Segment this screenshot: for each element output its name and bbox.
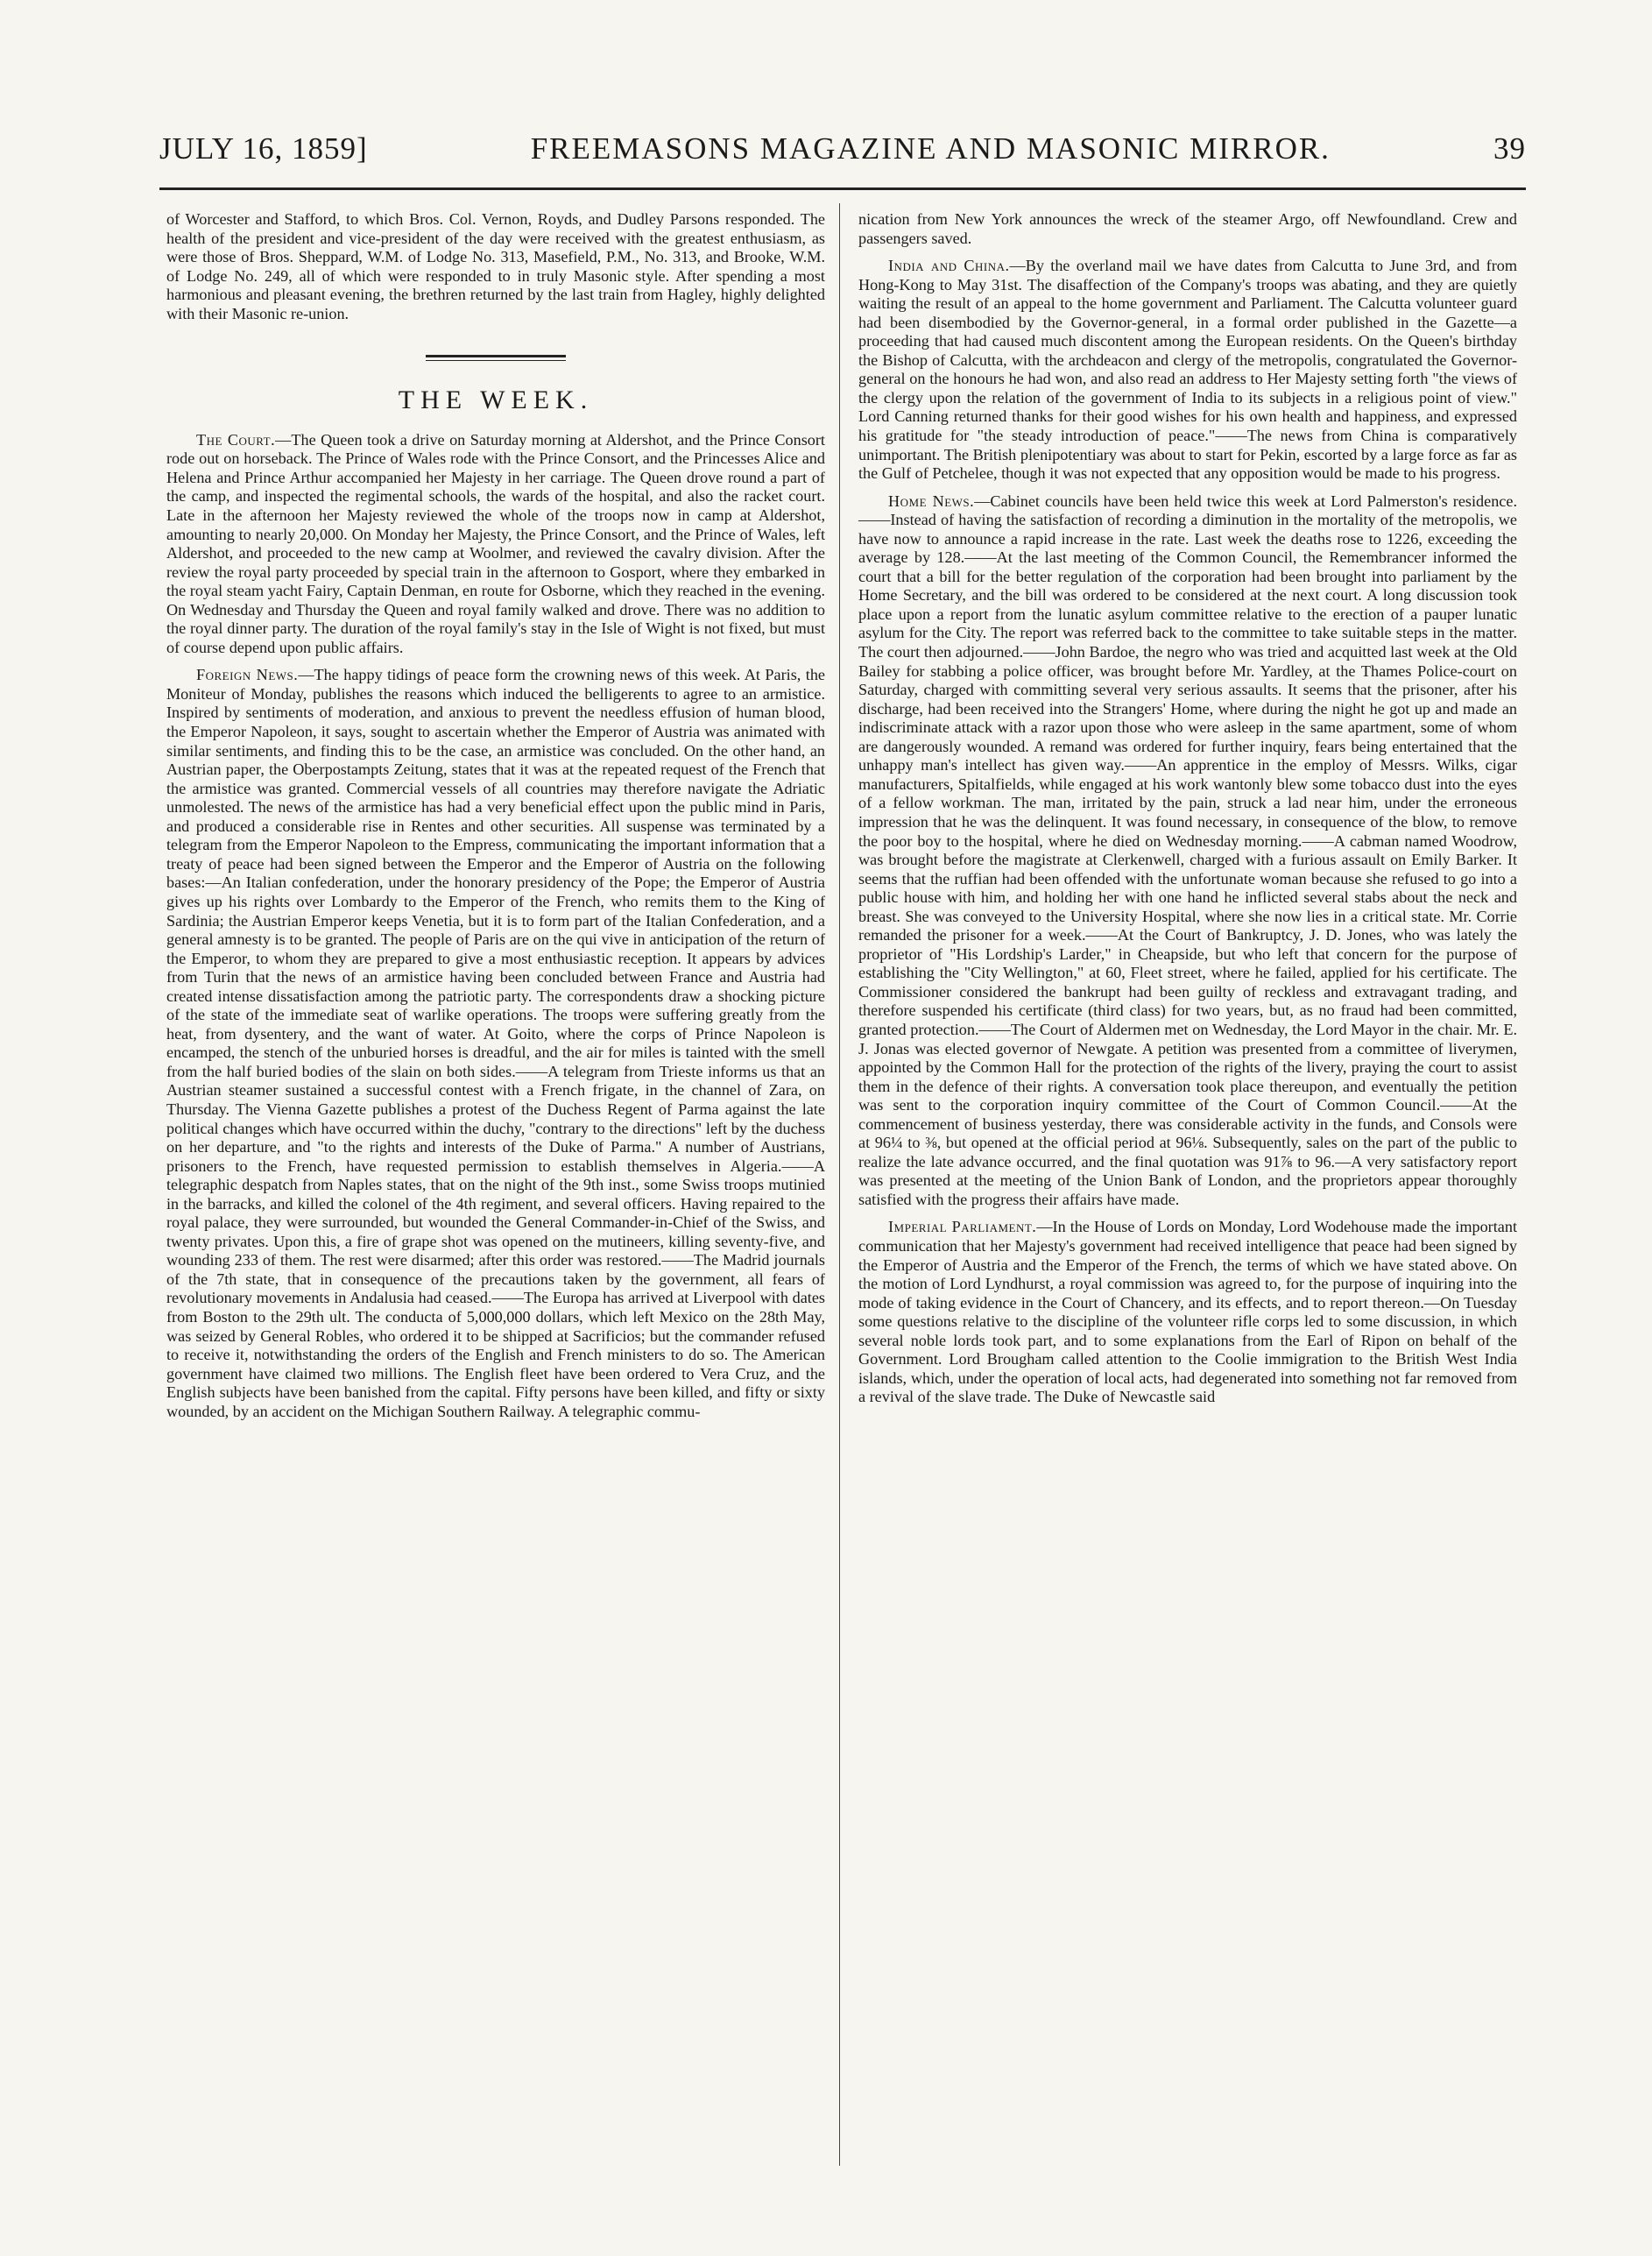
parliament-heading: Imperial Parliament. bbox=[888, 1218, 1037, 1236]
foreign-news-paragraph bbox=[166, 666, 825, 1421]
foreign-news-text: —The happy tidings of peace form the crowning news of this week. At Paris, the Moniteur of Monday, publishes the reasons which induced the belligerents to agree to an armistice. Inspired by sentiments of moderation, and anxious to prevent the needless effusion of human blood, the Emperor Napoleon, it says, sought to ascertain whether the Emperor of Austria was animated with similar sentiments, and finding this to be the case, an armistice was concluded. On the other hand, an Austrian paper, the Oberpostampts Zeitung, states that it was at the repeated request of the French that the armistice was granted. Commercial vessels of all countries may therefore navigate the Adriatic unmolested. The news of the armistice has had a very beneficial effect upon the public mind in Paris, and produced a considerable rise in Rentes and other securities. All suspense was terminated by a telegram from the Emperor Napoleon to the Empress, communicating the important information that a treaty of peace had been signed between the Emperor and the Emperor of Austria on the following bases:—An Italian confederation, under the honorary presidency of the Pope; the Emperor of Austria gives up his rights over Lombardy to the Emperor of the French, who remits them to the King of Sardinia; the Austrian Emperor keeps Venetia, but it is to form part of the Italian Confederation, and a general amnesty is to be granted. The people of Paris are on the qui vive in anticipation of the return of the Emperor, to whom they are prepared to give a most enthusiastic reception. It appears by advices from Turin that the news of an armistice having been concluded between France and Austria had created intense dissatisfaction among the patriotic party. The correspondents draw a shocking picture of the state of the immediate seat of warlike operations. The troops were suffering greatly from the heat, from dysentery, and the want of water. At Goito, where the corps of Prince Napoleon is encamped, the stench of the unburied horses is dreadful, and the air for miles is tainted with the smell from the half buried bodies of the slain on both sides.——A telegram from Trieste informs us that an Austrian steamer sustained a successful contest with a French frigate, in the channel of Zara, on Thursday. The Vienna Gazette publishes a protest of the Duchess Regent of Parma against the late political changes which have occurred within the duchy, "contrary to the directions" left by the duchess on her departure, and "to the rights and interests of the Duke of Parma." A number of Austrians, prisoners to the French, have requested permission to establish themselves in Algeria.——A telegraphic despatch from Naples states, that on the night of the 9th inst., some Swiss troops mutinied in the barracks, and killed the colonel of the 4th regiment, and several officers. Having repaired to the royal palace, they were surrounded, but wounded the General Commander-in-Chief of the Swiss, and twenty privates. Upon this, a fire of grape shot was opened on the mutineers, killing seventy-five, and wounding 233 of them. The rest were disarmed; after this order was restored.——The Madrid journals of the 7th state, that in consequence of the precautions taken by the government, all fears of revolutionary movements in Andalusia had ceased.——The Europa has arrived at Liverpool with dates from Boston to the 29th ult. The conducta of 5,000,000 dollars, which left Mexico on the 28th May, was seized by General Robles, who ordered it to be shipped at Sacrificios; but the commander refused to receive it, notwithstanding the orders of the English and French ministers to do so. The American government have claimed two millions. The English fleet have been ordered to Vera Cruz, and the English subjects have been banished from the capital. Fifty persons have been killed, and fifty or sixty wounded, by an accident on the Michigan Southern Railway. A telegraphic commu- bbox=[166, 666, 826, 1420]
court-paragraph bbox=[166, 431, 825, 658]
court-text: —The Queen took a drive on Saturday morning at Aldershot, and the Prince Consort rode out on horseback. The Prince of Wales rode with the Prince Consort, and the Princesses Alice and Helena and Prince Arthur accompanied her Majesty in her carriage. The Queen drove round a part of the camp, and inspected the regimental schools, the wards of the hospital, and also the racket court. Late in the afternoon her Majesty reviewed the whole of the troops now in camp at Aldershot, amounting to nearly 20,000. On Monday her Majesty, the Prince Consort, and the Prince of Wales, left Aldershot, and proceeded to the new camp at Woolmer, and reviewed the cavalry division. After the review the royal party proceeded by special train in the afternoon to Gosport, where they embarked in the royal steam yacht Fairy, Captain Denman, en route for Osborne, which they reached in the evening. On Wednesday and Thursday the Queen and royal family walked and drove. There was no addition to the royal dinner party. The duration of the royal family's stay in the Isle of Wight is not fixed, but must of course depend upon public affairs. bbox=[166, 430, 825, 656]
home-news-text: —Cabinet councils have been held twice this week at Lord Palmerston's residence.——Instead of having the satisfaction of recording a diminution in the mortality of the metropolis, we have now to announce a rapid increase in the rate. Last week the deaths rose to 1226, exceeding the average by 128.——At the last meeting of the Common Council, the Remembrancer informed the court that a bill for the better regulation of the corporation had been brought into parliament by the Home Secretary, and the bill was ordered to be considered at the next court. A long discussion took place upon a report from the lunatic asylum committee relative to the erection of a pauper lunatic asylum for the City. The report was referred back to the committee to take suitable steps in the matter. The court then adjourned.——John Bardoe, the negro who was tried and acquitted last week at the Old Bailey for stabbing a police officer, was brought before Mr. Yardley, at the Thames Police-court on Saturday, charged with committing several very serious assaults. It seems that the prisoner, after his discharge, had been received into the Strangers' Home, where during the night he got up and made an indiscriminate attack with a razor upon those who were asleep in the same apartment, some of whom are dangerously wounded. A remand was ordered for further inquiry, fears being entertained that the unhappy man's intellect has given way.——An apprentice in the employ of Messrs. Wilks, cigar manufacturers, Spitalfields, while engaged at his work wantonly blew some tobacco dust into the eyes of a fellow workman. The man, irritated by the pain, struck a lad near him, under the erroneous impression that he was the delinquent. It was found necessary, in consequence of the blow, to remove the poor boy to the hospital, where he died on Wednesday morning.——A cabman named Woodrow, was brought before the magistrate at Clerkenwell, charged with a furious assault on Emily Barker. It seems that the ruffian had been offended with the unfortunate woman because she refused to go into a public house with him, and holding her with one hand he inflicted several stabs about the neck and breast. She was conveyed to the University Hospital, where she now lies in a critical state. Mr. Corrie remanded the prisoner for a week.——At the Court of Bankruptcy, J. D. Jones, who was lately the proprietor of "His Lordship's Larder," in Cheapside, but who left that concern for the purpose of establishing the "City Wellington," at 60, Fleet street, where he failed, applied for his certificate. The Commissioner considered the bankrupt had been guilty of reckless and extravagant trading, and therefore suspended his certificate (third class) for two years, but, as no fraud had been committed, granted protection.——The Court of Aldermen met on Wednesday, the Lord Mayor in the chair. Mr. E. J. Jonas was elected governor of Newgate. A petition was presented from a committee of liverymen, appointed by the Common Hall for the protection of the rights of the livery, praying the court to assist them in the defence of their rights. A conversation took place thereupon, and eventually the petition was sent to the corporation inquiry committee of the Court of Common Council.——At the commencement of business yesterday, there was considerable activity in the funds, and Consols were at 96¼ to ⅜, but opened at the official period at 96⅛. Subsequently, sales on the part of the public to realize the late advance occurred, and the final quotation was 91⅞ to 96.—A very satisfactory report was presented at the meeting of the Union Bank of London, and the proprietors appear thoroughly satisfied with the progress their affairs have made. bbox=[858, 492, 1517, 1208]
left-column bbox=[166, 210, 825, 1421]
page-header bbox=[159, 131, 1526, 180]
parliament-paragraph bbox=[858, 1218, 1517, 1406]
home-news-heading: Home News. bbox=[888, 492, 975, 510]
continuation-paragraph: nication from New York announces the wreck of the steamer Argo, off Newfoundland. Crew and passengers saved. bbox=[858, 210, 1517, 247]
india-china-paragraph bbox=[858, 257, 1517, 484]
section-rule bbox=[426, 355, 566, 361]
section-title: THE WEEK. bbox=[398, 385, 594, 415]
intro-paragraph: of Worcester and Stafford, to which Bros. Col. Vernon, Royds, and Dudley Parsons responded. The health of the president and vice-president of the day were received with the greatest enthusiasm, as were those of Bros. Sheppard, W.M. of Lodge No. 313, Masefield, P.M., No. 313, and Brooke, W.M. of Lodge No. 249, all of which were responded to in truly Masonic style. After spending a most harmonious and pleasant evening, the brethren returned by the last train from Hagley, highly delighted with their Masonic re-union. bbox=[166, 210, 825, 322]
india-china-heading: India and China. bbox=[888, 257, 1010, 275]
home-news-paragraph bbox=[858, 492, 1517, 1210]
foreign-news-heading: Foreign News. bbox=[196, 666, 299, 684]
court-heading: The Court. bbox=[196, 430, 276, 449]
column-divider bbox=[839, 203, 840, 2166]
page-number: 39 bbox=[1493, 131, 1526, 166]
header-rule bbox=[159, 187, 1526, 190]
issue-date: JULY 16, 1859] bbox=[159, 131, 368, 166]
right-column bbox=[858, 210, 1517, 1407]
masthead-title: FREEMASONS MAGAZINE AND MASONIC MIRROR. bbox=[530, 131, 1331, 166]
india-china-text: —By the overland mail we have dates from Calcutta to June 3rd, and from Hong-Kong to May 31st. The disaffection of the Company's troops was abating, and they are quietly waiting the result of an appeal to the home government and Parliament. The Calcutta volunteer guard had been disembodied by the Governor-general, in a formal order published in the Gazette—a proceeding that had caused much discontent among the European residents. On the Queen's birthday the Bishop of Calcutta, with the archdeacon and clergy of the metropolis, congratulated the Governor-general on the honours he had won, and also read an address to Her Majesty setting forth "the views of the clergy upon the relation of the government of India to its subjects in a religious point of view." Lord Canning returned thanks for their good wishes for his own health and happiness, and expressed his gratitude for "the steady introduction of peace."——The news from China is comparatively unimportant. The British plenipotentiary was about to start for Pekin, escorted by a large force as far as the Gulf of Petchelee, though it was not expected that any opposition would be made to his progress. bbox=[858, 257, 1518, 483]
parliament-text: —In the House of Lords on Monday, Lord Wodehouse made the important communication that her Majesty's government had received intelligence that peace had been signed by the Emperor of Austria and the Emperor of the French, the terms of which we have stated above. On the motion of Lord Lyndhurst, a royal commission was agreed to, for the purpose of inquiring into the mode of taking evidence in the Court of Chancery, and its effects, and to report thereon.—On Tuesday some questions relative to the discipline of the volunteer rifle corps led to some discussion, in which several noble lords took part, and to some explanations from the Earl of Ripon on behalf of the Government. Lord Brougham called attention to the Coolie immigration to the British West India islands, which, under the operation of local acts, had degenerated into something not far removed from a revival of the slave trade. The Duke of Newcastle said bbox=[858, 1218, 1518, 1406]
